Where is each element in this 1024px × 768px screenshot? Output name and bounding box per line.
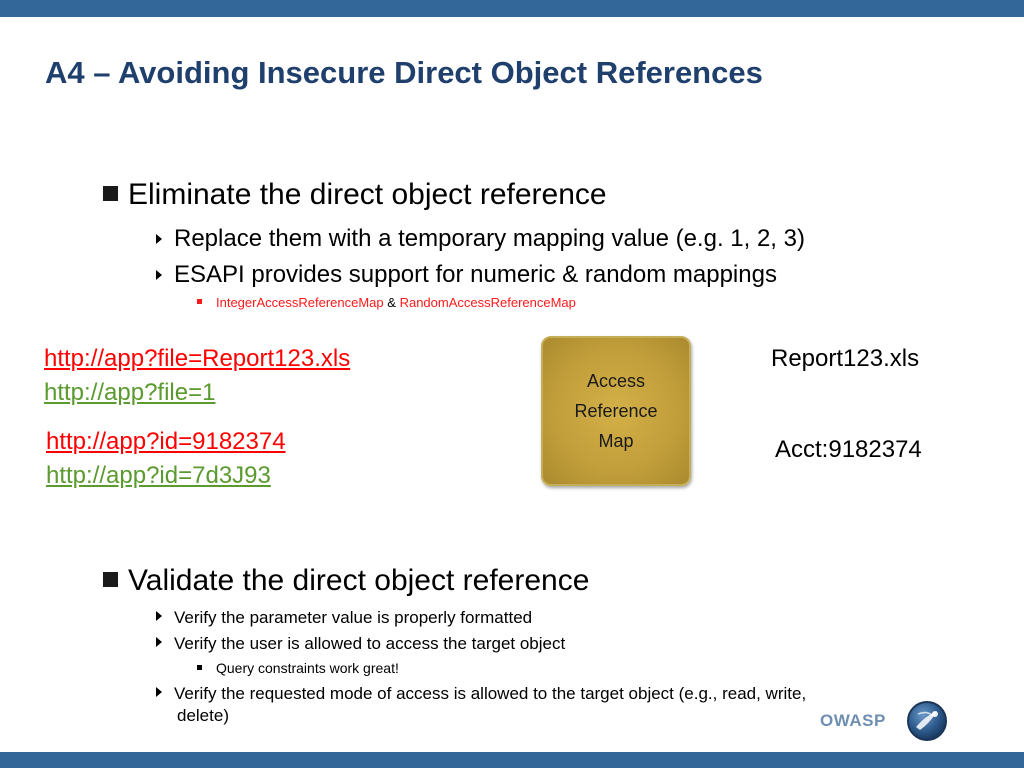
bottom-bar bbox=[0, 752, 1024, 768]
top-bar bbox=[0, 0, 1024, 17]
section1-heading-text: Eliminate the direct object reference bbox=[128, 178, 607, 211]
section2-bullet-3-continuation: delete) bbox=[177, 706, 229, 725]
section2-bullet-2-text: Verify the user is allowed to access the target object bbox=[174, 634, 566, 653]
section2-bullet-1 bbox=[156, 608, 532, 628]
section1-sub-bullet bbox=[197, 295, 576, 310]
section1-bullet-1-text: Replace them with a temporary mapping value (e.g. 1, 2, 3) bbox=[174, 225, 805, 252]
integer-map-text: IntegerAccessReferenceMap bbox=[216, 295, 384, 310]
access-reference-map-box bbox=[541, 336, 691, 486]
map-line-3: Map bbox=[598, 431, 634, 451]
arrow-bullet-icon bbox=[156, 234, 162, 244]
url-id-7d3j93[interactable]: http://app?id=7d3J93 bbox=[46, 462, 271, 489]
map-line-1: Access bbox=[586, 371, 646, 391]
section2-bullet-3 bbox=[156, 684, 806, 704]
arrow-bullet-icon bbox=[156, 611, 162, 621]
slide-title: A4 – Avoiding Insecure Direct Object References bbox=[45, 55, 763, 90]
owasp-wasp-icon bbox=[906, 700, 948, 742]
map-line-2: Reference bbox=[574, 401, 658, 421]
url-file-1[interactable]: http://app?file=1 bbox=[44, 379, 216, 406]
random-map-text: RandomAccessReferenceMap bbox=[399, 295, 576, 310]
section1-heading bbox=[103, 178, 607, 212]
section2-sub-bullet bbox=[197, 660, 399, 676]
section1-bullet-2 bbox=[156, 261, 777, 289]
square-bullet-icon bbox=[103, 186, 118, 201]
target-report-file: Report123.xls bbox=[771, 345, 920, 372]
section1-bullet-1 bbox=[156, 225, 805, 253]
section1-bullet-2-text: ESAPI provides support for numeric & random mappings bbox=[174, 261, 777, 288]
arrow-bullet-icon bbox=[156, 270, 162, 280]
small-square-bullet-icon bbox=[197, 665, 202, 670]
section2-sub-text: Query constraints work great! bbox=[216, 660, 399, 676]
ampersand-text: & bbox=[387, 295, 396, 310]
square-bullet-icon bbox=[103, 572, 118, 587]
small-square-bullet-icon bbox=[197, 299, 202, 304]
section2-bullet-3-line1: Verify the requested mode of access is allowed to the target object (e.g., read, write, bbox=[174, 684, 807, 703]
target-account: Acct:9182374 bbox=[775, 436, 922, 463]
arrow-bullet-icon bbox=[156, 687, 162, 697]
url-file-report[interactable]: http://app?file=Report123.xls bbox=[44, 345, 351, 372]
section2-heading-text: Validate the direct object reference bbox=[128, 564, 590, 597]
owasp-wordmark: OWASP bbox=[820, 711, 886, 730]
url-id-9182374[interactable]: http://app?id=9182374 bbox=[46, 428, 286, 455]
section2-bullet-1-text: Verify the parameter value is properly formatted bbox=[174, 608, 533, 627]
section2-heading bbox=[103, 564, 589, 598]
section2-bullet-2 bbox=[156, 634, 565, 654]
arrow-bullet-icon bbox=[156, 637, 162, 647]
